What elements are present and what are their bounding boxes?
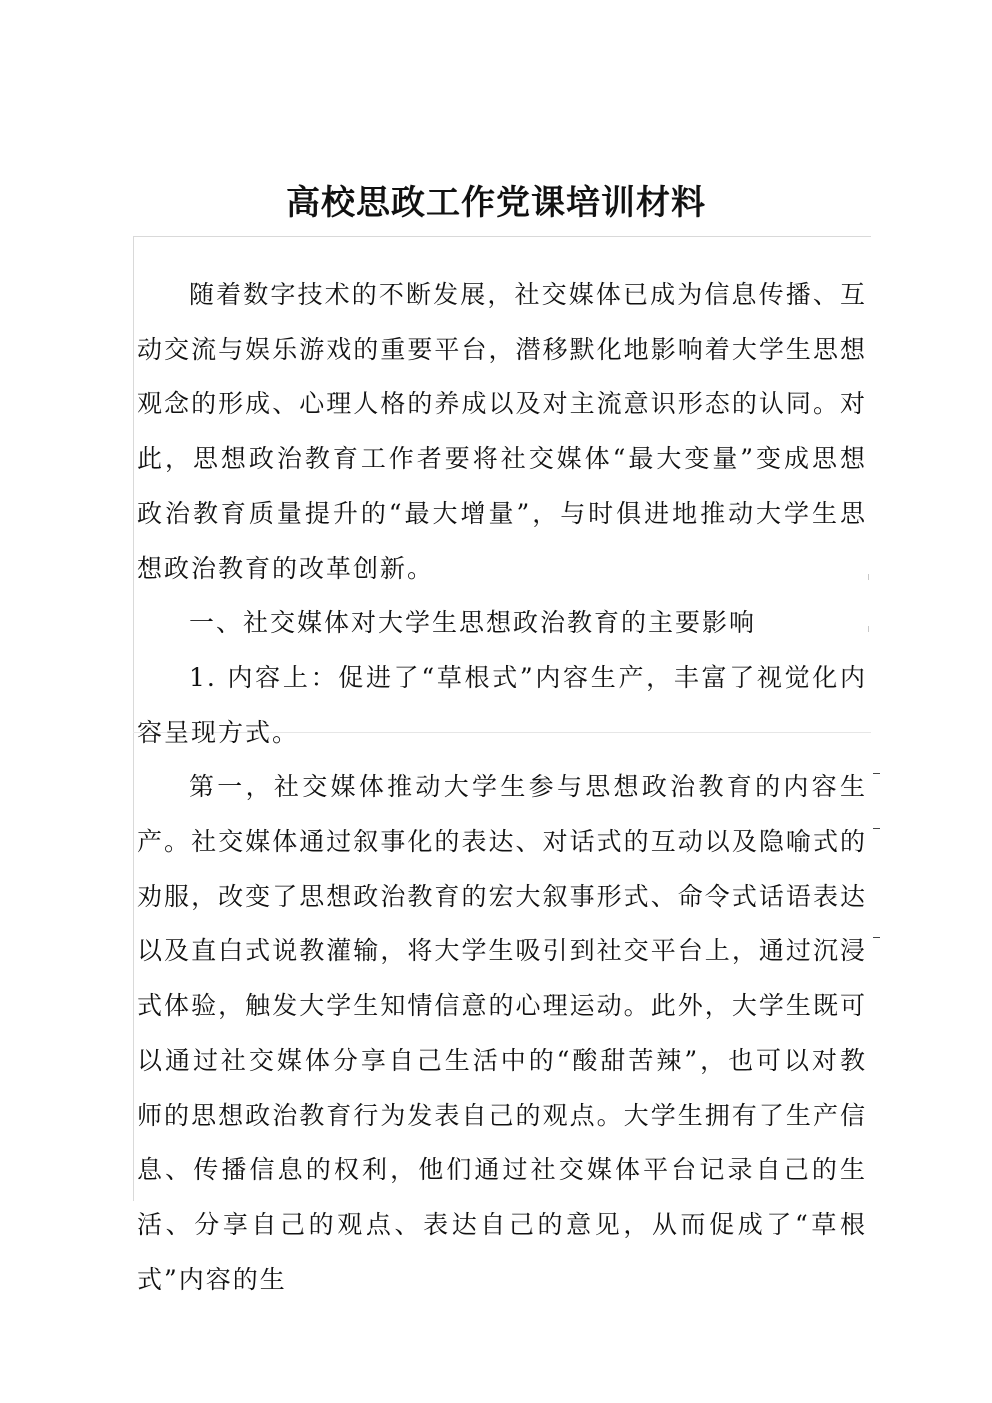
- line-end-mark: [873, 937, 880, 938]
- document-body: [137, 268, 867, 1307]
- line-end-mark: [873, 828, 880, 829]
- body-paragraph: 第一，社交媒体推动大学生参与思想政治教育的内容生产。社交媒体通过叙事化的表达、对话式的互动以及隐喻式的劝服，改变了思想政治教育的宏大叙事形式、命令式话语表达以及直白式说教灌输，将大学生吸引到社交平台上，通过沉浸式体验，触发大学生知情信意的心理运动。此外，大学生既可以通过社交媒体分享自己生活中的“酸甜苦辣”，也可以对教师的思想政治教育行为发表自己的观点。大学生拥有了生产信息、传播信息的权利，他们通过社交媒体平台记录自己的生活、分享自己的观点、表达自己的意见，从而促成了“草根式”内容的生: [137, 772, 867, 1294]
- frame-corner-mark: [868, 626, 869, 632]
- intro-paragraph: 随着数字技术的不断发展，社交媒体已成为信息传播、互动交流与娱乐游戏的重要平台，潜移默化地影响着大学生思想观念的形成、心理人格的养成以及对主流意识形态的认同。对此，思想政治教育工作者要将社交媒体“最大变量”变成思想政治教育质量提升的“最大增量”，与时俱进地推动大学生思想政治教育的改革创新。: [137, 280, 867, 583]
- text-frame-top-border: [133, 236, 871, 237]
- line-end-mark: [873, 773, 880, 774]
- document-title: 高校思政工作党课培训材料: [286, 183, 706, 223]
- section-heading: 一、社交媒体对大学生思想政治教育的主要影响: [189, 608, 757, 638]
- text-frame-left-border: [133, 236, 134, 1201]
- frame-corner-mark: [868, 574, 869, 580]
- subsection-heading: 1. 内容上：促进了“草根式”内容生产，丰富了视觉化内容呈现方式。: [137, 662, 867, 747]
